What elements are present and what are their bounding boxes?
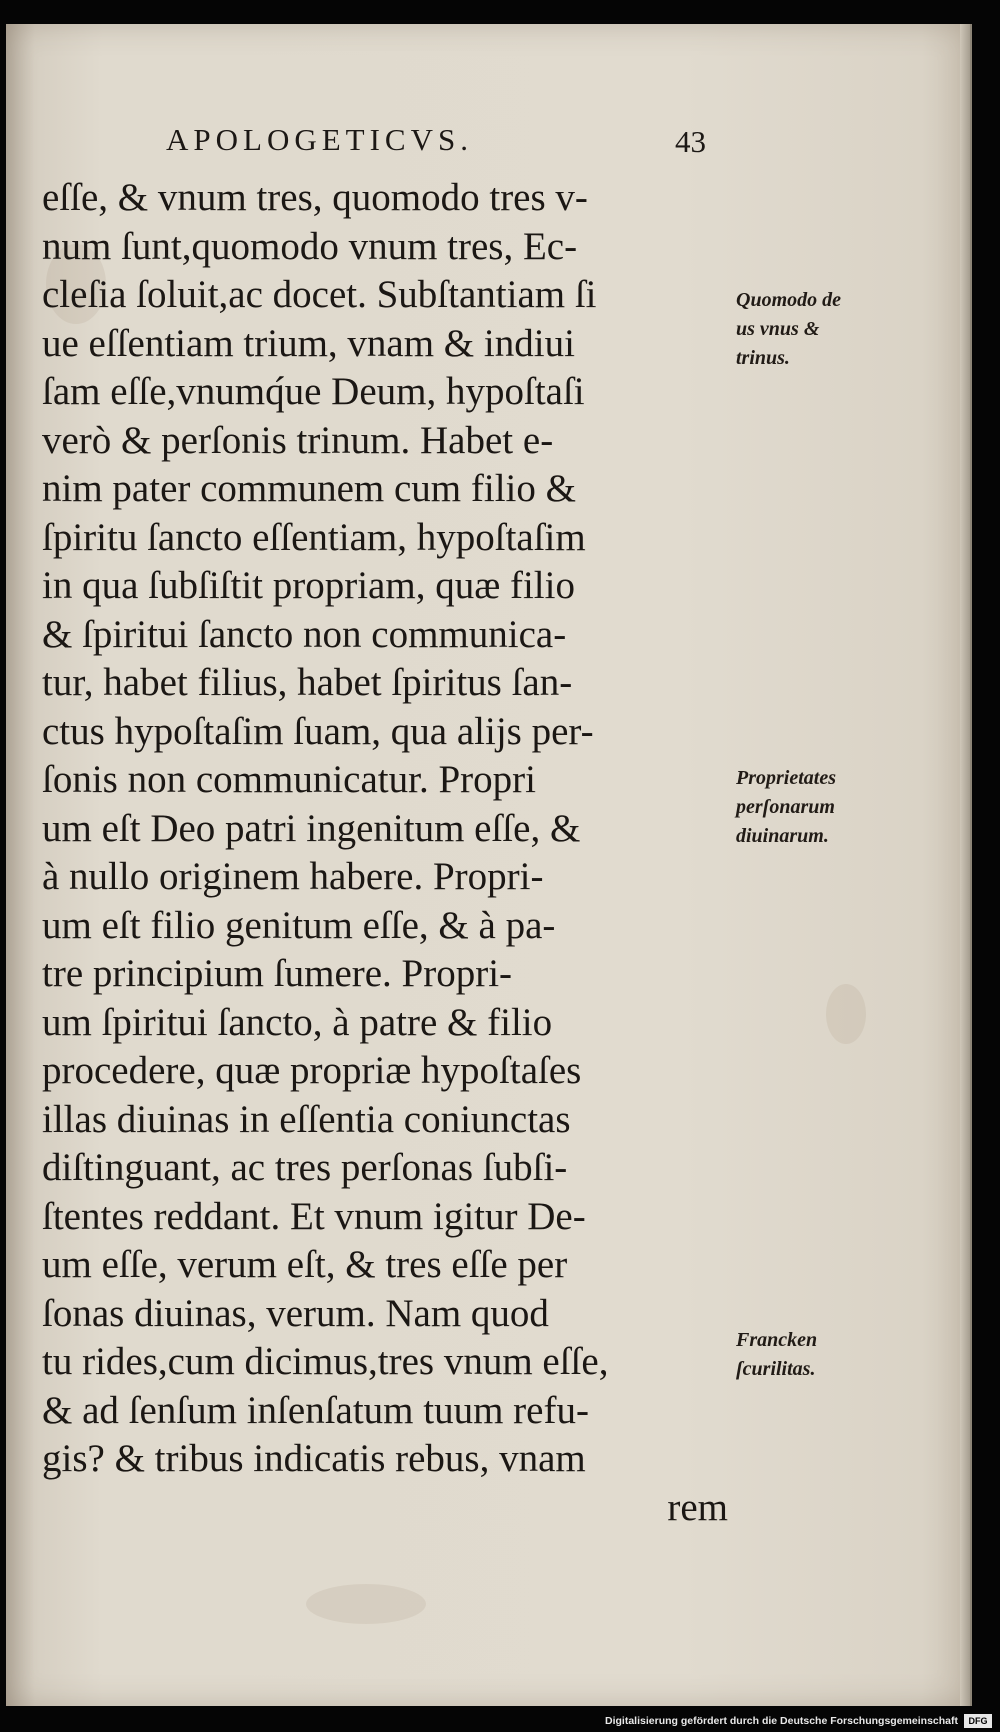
text-line: illas diuinas in eſſentia coniunctas bbox=[42, 1097, 571, 1141]
marginal-note: Quomodo de us vnus & trinus. bbox=[736, 289, 841, 369]
page-number: 43 bbox=[675, 124, 706, 159]
text-line: procedere, quæ propriæ hypoſtaſes bbox=[42, 1049, 582, 1092]
catchword: rem bbox=[667, 1485, 728, 1529]
text-line: nim pater communem cum filio & bbox=[42, 467, 576, 510]
text-line: um ſpiritui ſancto, à patre & filio bbox=[42, 1000, 553, 1044]
text-line: um eſſe, verum eſt, & tres eſſe per bbox=[42, 1243, 568, 1286]
text-line: tu rides,cum dicimus,tres vnum eſſe, bbox=[42, 1340, 609, 1383]
book-page bbox=[6, 24, 972, 1706]
running-head: APOLOGETICVS. bbox=[166, 122, 473, 157]
text-line: ctus hypoſtaſim ſuam, qua alijs per- bbox=[42, 709, 594, 753]
text-line: um eſt filio genitum eſſe, & à pa- bbox=[42, 903, 556, 947]
paper-stain bbox=[306, 1584, 426, 1624]
text-line: ſonis non communicatur. Propri bbox=[42, 758, 536, 801]
text-line: verò & perſonis trinum. Habet e- bbox=[42, 418, 554, 462]
paper-stain bbox=[826, 984, 866, 1044]
text-line: ſtentes reddant. Et vnum igitur De- bbox=[42, 1194, 586, 1238]
text-line: ue eſſentiam trium, vnam & indiui bbox=[42, 321, 575, 365]
text-line: diſtinguant, ac tres perſonas ſubſi- bbox=[42, 1146, 568, 1189]
text-line: tre principium ſumere. Propri- bbox=[42, 952, 513, 995]
page-edge bbox=[960, 24, 970, 1706]
text-line: in qua ſubſiſtit propriam, quæ filio bbox=[42, 564, 575, 607]
marginal-note: Proprietates perſonarum diuinarum. bbox=[736, 767, 836, 847]
footer-bar bbox=[0, 1706, 1000, 1732]
text-line: cleſia ſoluit,ac docet. Subſtantiam ſi bbox=[42, 273, 597, 316]
text-line: eſſe, & vnum tres, quomodo tres v- bbox=[42, 176, 588, 219]
text-line: ſpiritu ſancto eſſentiam, hypoſtaſim bbox=[42, 515, 586, 559]
text-line: tur, habet filius, habet ſpiritus ſan- bbox=[42, 661, 573, 704]
text-line: & ſpiritui ſancto non communica- bbox=[42, 612, 567, 656]
page-header bbox=[166, 122, 706, 172]
text-line: um eſt Deo patri ingenitum eſſe, & bbox=[42, 806, 581, 850]
main-text-block bbox=[42, 174, 732, 1532]
text-line: à nullo originem habere. Propri- bbox=[42, 855, 544, 898]
marginal-note: Francken ſcurilitas. bbox=[736, 1329, 818, 1380]
text-line: num ſunt,quomodo vnum tres, Ec- bbox=[42, 224, 578, 268]
text-line: ſam eſſe,vnumq́ue Deum, hypoſtaſi bbox=[42, 370, 585, 413]
text-line: ſonas diuinas, verum. Nam quod bbox=[42, 1291, 549, 1335]
funding-credit: Digitalisierung gefördert durch die Deutsche Forschungsgemeinschaft bbox=[605, 1715, 958, 1727]
text-line: gis? & tribus indicatis rebus, vnam bbox=[42, 1437, 586, 1480]
dfg-logo: DFG bbox=[964, 1714, 992, 1728]
text-line: & ad ſenſum inſenſatum tuum refu- bbox=[42, 1388, 589, 1432]
